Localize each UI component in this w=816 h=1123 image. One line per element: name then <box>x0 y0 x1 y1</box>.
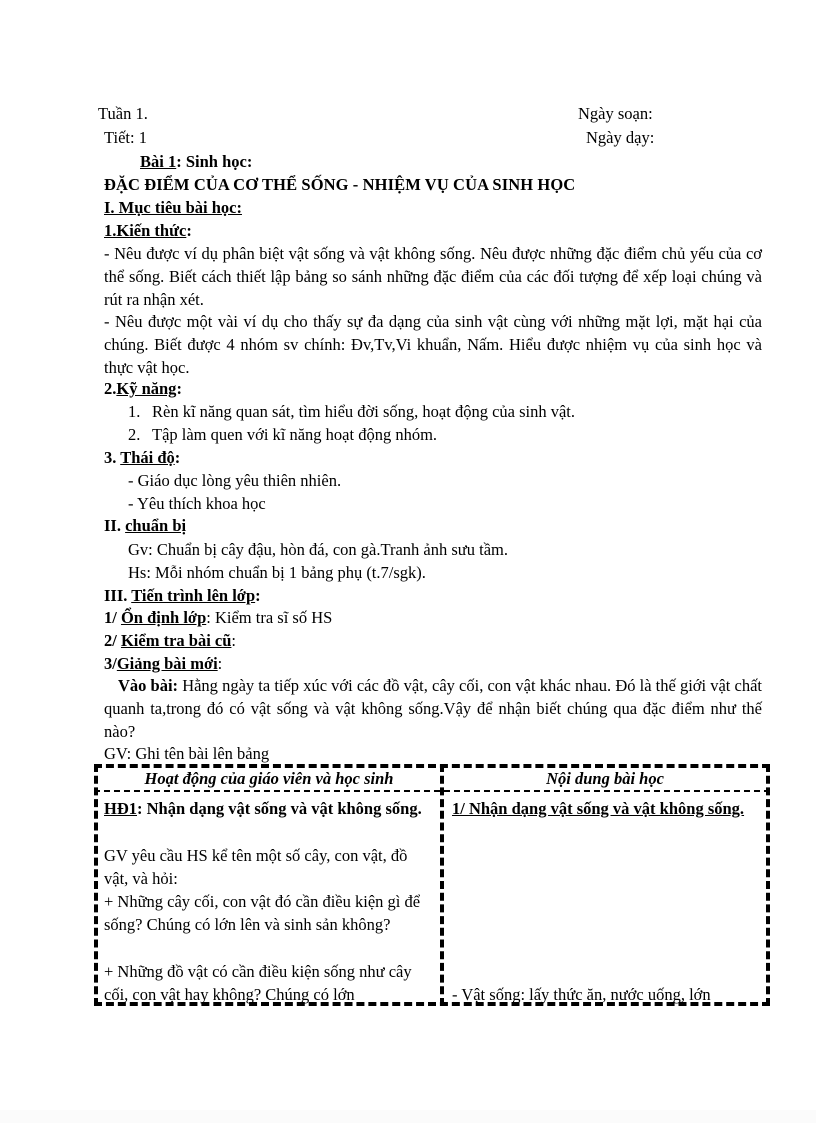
step-2-text: : <box>231 631 237 650</box>
step-2-label: Kiểm tra bài cũ <box>120 631 232 650</box>
process-heading-line <box>104 586 261 606</box>
step-1-label: Ổn định lớp <box>120 608 207 627</box>
page-bottom-band <box>0 1110 816 1123</box>
attitude-heading-line <box>104 448 180 468</box>
activity-line-3: + Những đồ vật có cần điều kiện sống như cây cối, con vật hay không? Chúng có lớn <box>104 962 412 1004</box>
hd1-heading <box>104 797 434 820</box>
step-3-prefix: 3/ <box>104 654 117 673</box>
step-1-prefix: 1/ <box>104 608 121 627</box>
content-heading: 1/ Nhận dạng vật sống và vật không sống. <box>452 799 745 818</box>
table-header-divider <box>94 790 770 792</box>
attitude-2: - Yêu thích khoa học <box>128 494 266 513</box>
step-3-line <box>104 654 222 674</box>
lesson-title: ĐẶC ĐIỂM CỦA CƠ THỂ SỐNG - NHIỆM VỤ CỦA SINH HỌC <box>104 175 576 194</box>
gv-note: GV: Ghi tên bài lên bảng <box>104 744 270 763</box>
table-header-activities: Hoạt động của giáo viên và học sinh <box>144 769 394 788</box>
preparation-heading: chuẩn bị <box>125 516 187 535</box>
attitude-heading: Thái độ <box>120 448 175 467</box>
hd1-label: HĐ1 <box>104 799 137 818</box>
teach-date-label: Ngày dạy: <box>586 128 655 147</box>
step-2-prefix: 2/ <box>104 631 121 650</box>
content-line-1: - Vật sống: lấy thức ăn, nước uống, lớn <box>452 985 711 1004</box>
lesson-label: Bài 1 <box>140 152 177 171</box>
step-3-label: Giảng bài mới <box>116 654 218 673</box>
skills-prefix: 2. <box>104 379 117 398</box>
preparation-heading-line <box>104 516 186 536</box>
skills-heading-line <box>104 379 182 399</box>
skill-2-number: 2. <box>128 425 141 444</box>
step-2-line <box>104 631 236 651</box>
preparation-teacher: Gv: Chuẩn bị cây đậu, hòn đá, con gà.Tranh ảnh sưu tầm. <box>128 540 508 559</box>
attitude-prefix: 3. <box>104 448 121 467</box>
lesson-line <box>140 152 252 172</box>
week-label: Tuần 1. <box>98 104 148 123</box>
process-heading: Tiến trình lên lớp <box>131 586 256 605</box>
attitude-colon: : <box>174 448 181 467</box>
table-column-divider <box>440 764 444 1006</box>
table-header-content: Nội dung bài học <box>546 769 664 788</box>
activity-line-2: + Những cây cối, con vật đó cần điều kiện gì để sống? Chúng có lớn lên và sinh sản không? <box>104 892 421 935</box>
knowledge-heading-line <box>104 221 192 241</box>
skill-1-number: 1. <box>128 402 141 421</box>
prep-date-label: Ngày soạn: <box>578 104 653 123</box>
lesson-subject: : Sinh học: <box>176 152 253 171</box>
intro-paragraph <box>104 674 762 743</box>
step-1-text: : Kiểm tra sĩ số HS <box>206 608 333 627</box>
skill-1-text: Rèn kĩ năng quan sát, tìm hiểu đời sống, hoạt động của sinh vật. <box>152 402 575 421</box>
knowledge-paragraph-1: - Nêu được ví dụ phân biệt vật sống và vật không sống. Nêu được những đặc điểm chủ yếu của cơ thể sống. Biết cách thiết lập bảng so sánh những đặc điểm của các đối tượng để xếp loại chúng và rút ra nhận xét. <box>104 244 762 309</box>
knowledge-colon: : <box>186 221 192 240</box>
activity-line-1: GV yêu cầu HS kể tên một số cây, con vật, đồ vật, và hỏi: <box>104 846 408 889</box>
step-3-text: : <box>217 654 223 673</box>
skill-2-text: Tập làm quen với kĩ năng hoạt động nhóm. <box>152 425 438 444</box>
intro-text: Hằng ngày ta tiếp xúc với các đồ vật, cây cối, con vật khác nhau. Đó là thế giới vật chất quanh ta,trong đó có vật sống và vật không sống.Vậy để nhận biết chúng qua đặc điểm như thế nào? <box>104 676 763 741</box>
preparation-students: Hs: Mỗi nhóm chuẩn bị 1 bảng phụ (t.7/sgk). <box>128 563 426 582</box>
skills-colon: : <box>176 379 182 398</box>
period-label: Tiết: 1 <box>104 128 147 147</box>
preparation-prefix: II. <box>104 516 126 535</box>
attitude-1: - Giáo dục lòng yêu thiên nhiên. <box>128 471 342 490</box>
objectives-heading: I. Mục tiêu bài học: <box>104 198 242 217</box>
step-1-line <box>104 608 332 628</box>
process-prefix: III. <box>104 586 132 605</box>
knowledge-heading: 1.Kiến thức <box>104 221 187 240</box>
hd1-title: : Nhận dạng vật sống và vật không sống. <box>137 799 422 818</box>
process-colon: : <box>255 586 261 605</box>
intro-label: Vào bài: <box>118 676 179 695</box>
skills-heading: Kỹ năng <box>116 379 177 398</box>
knowledge-paragraph-2: - Nêu được một vài ví dụ cho thấy sự đa dạng của sinh vật cùng với những mặt lợi, mặt hại của chúng. Biết được 4 nhóm sv chính: Đv,Tv,Vi khuẩn, Nấm. Hiểu được nhiệm vụ của sinh học và thực vật học. <box>104 312 762 377</box>
